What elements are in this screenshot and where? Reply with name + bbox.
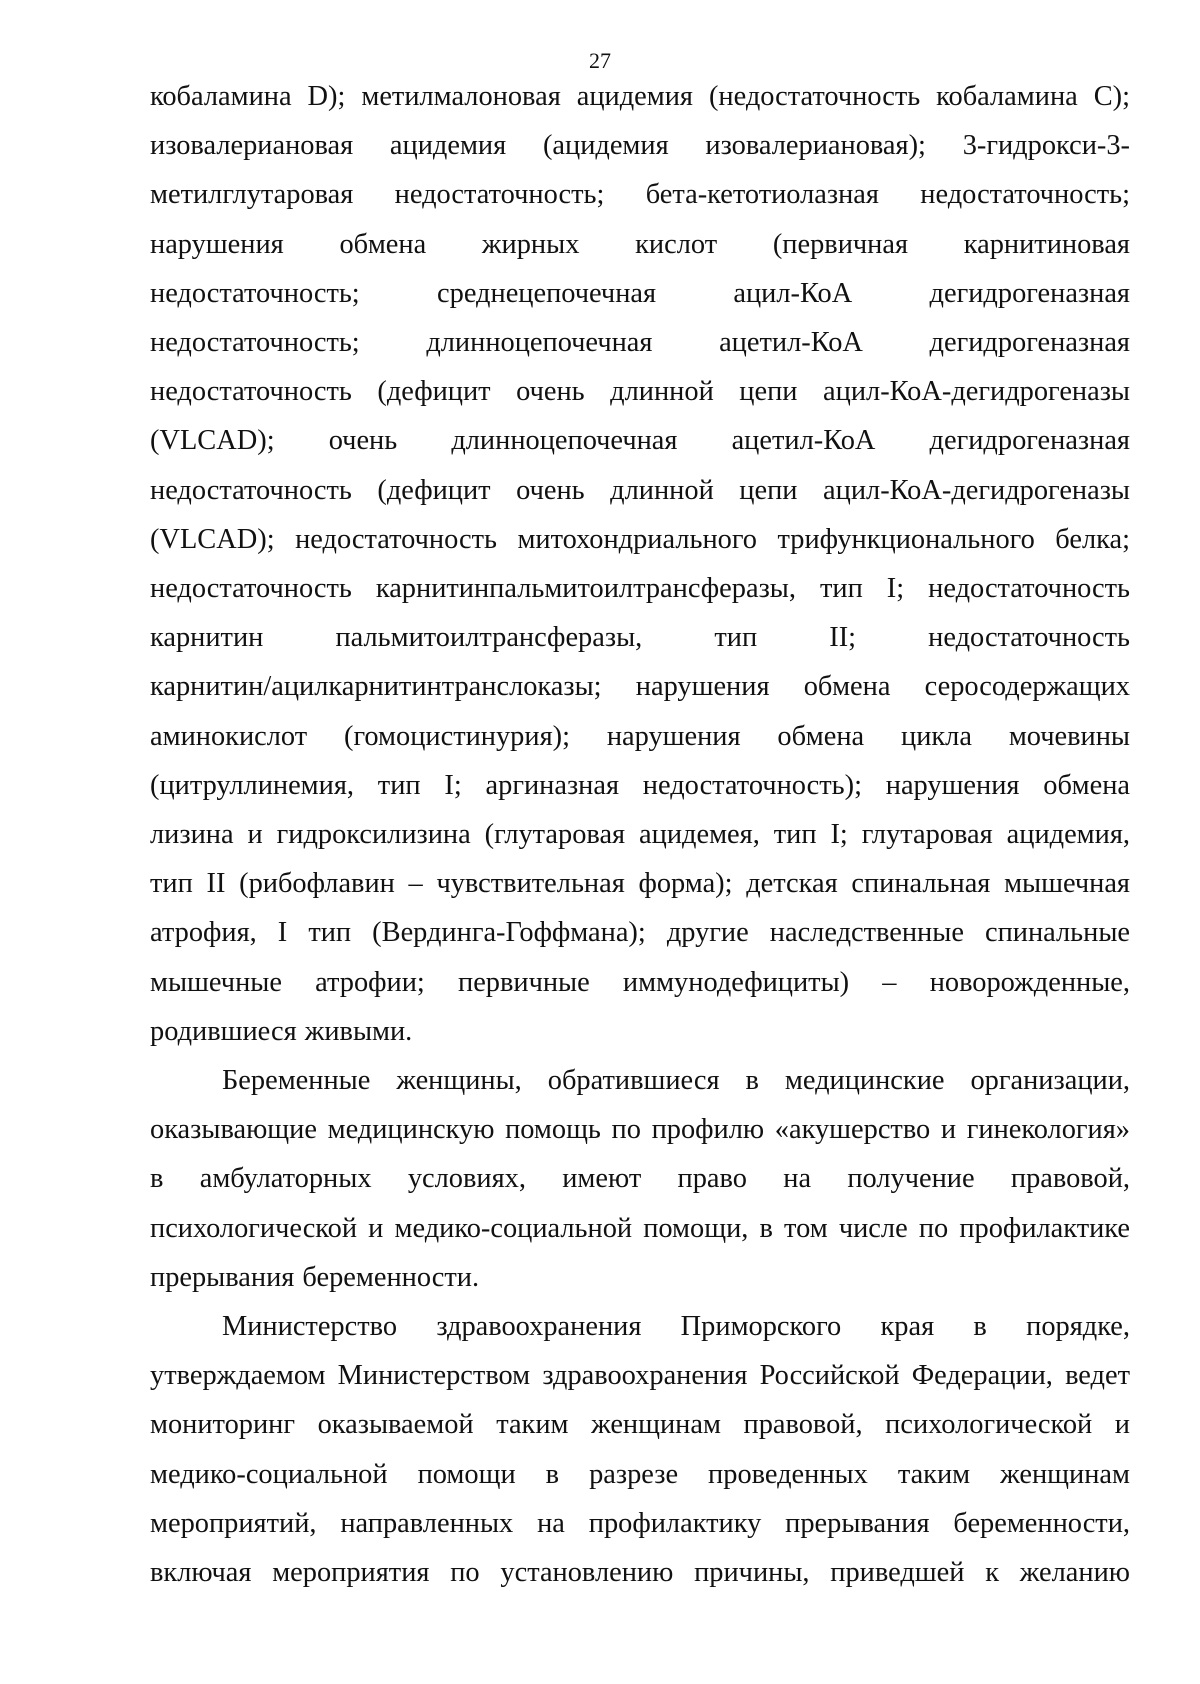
text-line: (VLCAD); недостаточность митохондриального трифункционального белка; <box>150 523 1130 555</box>
text-line: карнитин пальмитоилтрансферазы, тип II; недостаточность <box>150 622 1130 654</box>
text-line: мышечные атрофии; первичные иммунодефициты) – новорожденные, <box>150 966 1130 998</box>
text-line: карнитин/ацилкарнитинтранслоказы; нарушения обмена серосодержащих <box>150 671 1130 703</box>
document-body <box>150 72 1130 1597</box>
text-line: недостаточность; среднецепочечная ацил-КоА дегидрогеназная <box>150 277 1130 309</box>
text-line: психологической и медико-социальной помощи, в том числе по профилактике <box>150 1212 1130 1244</box>
text-line: мониторинг оказываемой таким женщинам правовой, психологической и <box>150 1409 1130 1441</box>
text-line: недостаточность (дефицит очень длинной цепи ацил-КоА-дегидрогеназы <box>150 474 1130 506</box>
text-line: аминокислот (гомоцистинурия); нарушения обмена цикла мочевины <box>150 720 1130 752</box>
text-line: в амбулаторных условиях, имеют право на получение правовой, <box>150 1163 1130 1195</box>
paragraph <box>150 1302 1130 1597</box>
text-line: (VLCAD); очень длинноцепочечная ацетил-КоА дегидрогеназная <box>150 425 1130 457</box>
text-line: оказывающие медицинскую помощь по профилю «акушерство и гинекология» <box>150 1114 1130 1146</box>
text-line: Министерство здравоохранения Приморского края в порядке, <box>222 1311 1130 1343</box>
text-line: мероприятий, направленных на профилактику прерывания беременности, <box>150 1507 1130 1539</box>
text-line: кобаламина D); метилмалоновая ацидемия (недостаточность кобаламина С); <box>150 81 1130 112</box>
text-line: изовалериановая ацидемия (ацидемия изовалериановая); 3-гидрокси-3- <box>150 130 1130 162</box>
text-line: прерывания беременности. <box>150 1261 480 1293</box>
text-line: недостаточность; длинноцепочечная ацетил-КоА дегидрогеназная <box>150 327 1130 359</box>
paragraph <box>150 72 1130 1056</box>
text-line: утверждаемом Министерством здравоохранения Российской Федерации, ведет <box>150 1360 1130 1392</box>
text-line: Беременные женщины, обратившиеся в медицинские организации, <box>222 1065 1130 1097</box>
text-line: недостаточность (дефицит очень длинной цепи ацил-КоА-дегидрогеназы <box>150 376 1130 408</box>
text-line: медико-социальной помощи в разрезе проведенных таким женщинам <box>150 1458 1130 1490</box>
text-line: нарушения обмена жирных кислот (первичная карнитиновая <box>150 228 1130 260</box>
text-line: лизина и гидроксилизина (глутаровая ацидемея, тип I; глутаровая ацидемия, <box>150 819 1130 851</box>
text-line: (цитруллинемия, тип I; аргиназная недостаточность); нарушения обмена <box>150 769 1130 801</box>
page-number: 27 <box>589 48 611 73</box>
text-line: метилглутаровая недостаточность; бета-кетотиолазная недостаточность; <box>150 179 1130 211</box>
text-line: недостаточность карнитинпальмитоилтрансферазы, тип I; недостаточность <box>150 573 1130 605</box>
text-line: родившиеся живыми. <box>150 1015 413 1047</box>
text-line: включая мероприятия по установлению причины, приведшей к желанию <box>150 1557 1130 1589</box>
paragraph <box>150 1056 1130 1302</box>
text-line: атрофия, I тип (Вердинга-Гоффмана); другие наследственные спинальные <box>150 917 1130 949</box>
text-line: тип II (рибофлавин – чувствительная форма); детская спинальная мышечная <box>150 868 1130 900</box>
